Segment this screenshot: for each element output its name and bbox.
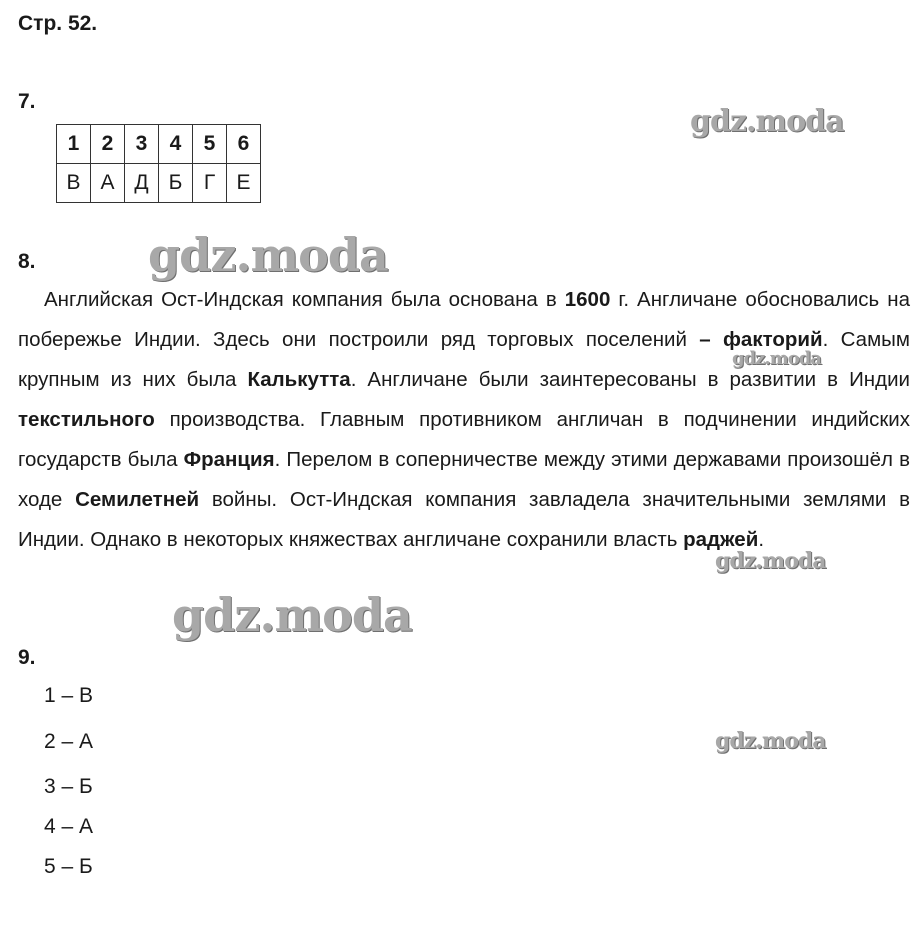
task8-number: 8. (18, 250, 36, 273)
watermark-logo: gdz.moda (715, 548, 826, 574)
table-answer-cell: Г (193, 164, 227, 203)
task9-answer-item: 1 – В (44, 684, 94, 707)
watermark-logo: gdz.moda (715, 728, 826, 754)
bold-answer-term: Калькутта (247, 368, 351, 391)
paragraph-text: г. Англичане обосновались на побережье Индии. Здесь они построили ряд торговых поселений (18, 288, 910, 351)
watermark-logo: gdz.moda (690, 104, 844, 139)
table-answer-cell: В (57, 164, 91, 203)
bold-answer-term: – факторий (699, 328, 823, 351)
paragraph-text: войны. Ост-Индская компания завладела значительными землями в Индии. Однако в некоторых княжествах англичане сохранили власть (18, 488, 911, 551)
bold-answer-term: Франция (183, 448, 275, 471)
answer-table (56, 124, 261, 203)
task9-answer-item: 4 – А (44, 815, 94, 838)
table-answer-cell: Д (125, 164, 159, 203)
table-header-cell: 5 (193, 125, 227, 164)
table-header-cell: 3 (125, 125, 159, 164)
watermark-logo: gdz.moda (732, 348, 821, 369)
paragraph-text: Английская Ост-Индская компания была основана в (44, 288, 565, 311)
table-answer-cell: Б (159, 164, 193, 203)
paragraph-text: . Самым крупным из них была (18, 328, 910, 391)
task8-paragraph (18, 280, 910, 560)
paragraph-text: . (758, 528, 765, 551)
paragraph-text: . Англичане были заинтересованы в развитии в Индии (350, 368, 910, 391)
task9-answer-item: 2 – А (44, 730, 94, 753)
table-header-cell: 4 (159, 125, 193, 164)
table-header-cell: 1 (57, 125, 91, 164)
bold-answer-term: раджей (683, 528, 759, 551)
paragraph-text: производства. Главным противником англичан в подчинении индийских государств была (18, 408, 910, 471)
table-header-cell: 2 (91, 125, 125, 164)
task9-number: 9. (18, 646, 36, 669)
bold-answer-term: текстильного (18, 408, 155, 431)
table-header-row (57, 125, 261, 164)
table-answer-row (57, 164, 261, 203)
task7-number: 7. (18, 90, 36, 113)
table-answer-cell: А (91, 164, 125, 203)
task9-answer-item: 5 – Б (44, 855, 93, 878)
bold-answer-term: Семилетней (75, 488, 200, 511)
table-answer-cell: Е (227, 164, 261, 203)
task9-answer-item: 3 – Б (44, 775, 93, 798)
paragraph-text: . Перелом в соперничестве между этими державами произошёл в ходе (18, 448, 910, 511)
watermark-logo: gdz.moda (172, 588, 412, 642)
page-heading: Стр. 52. (18, 12, 98, 35)
bold-answer-term: 1600 (564, 288, 611, 311)
watermark-logo: gdz.moda (148, 228, 388, 282)
table-header-cell: 6 (227, 125, 261, 164)
